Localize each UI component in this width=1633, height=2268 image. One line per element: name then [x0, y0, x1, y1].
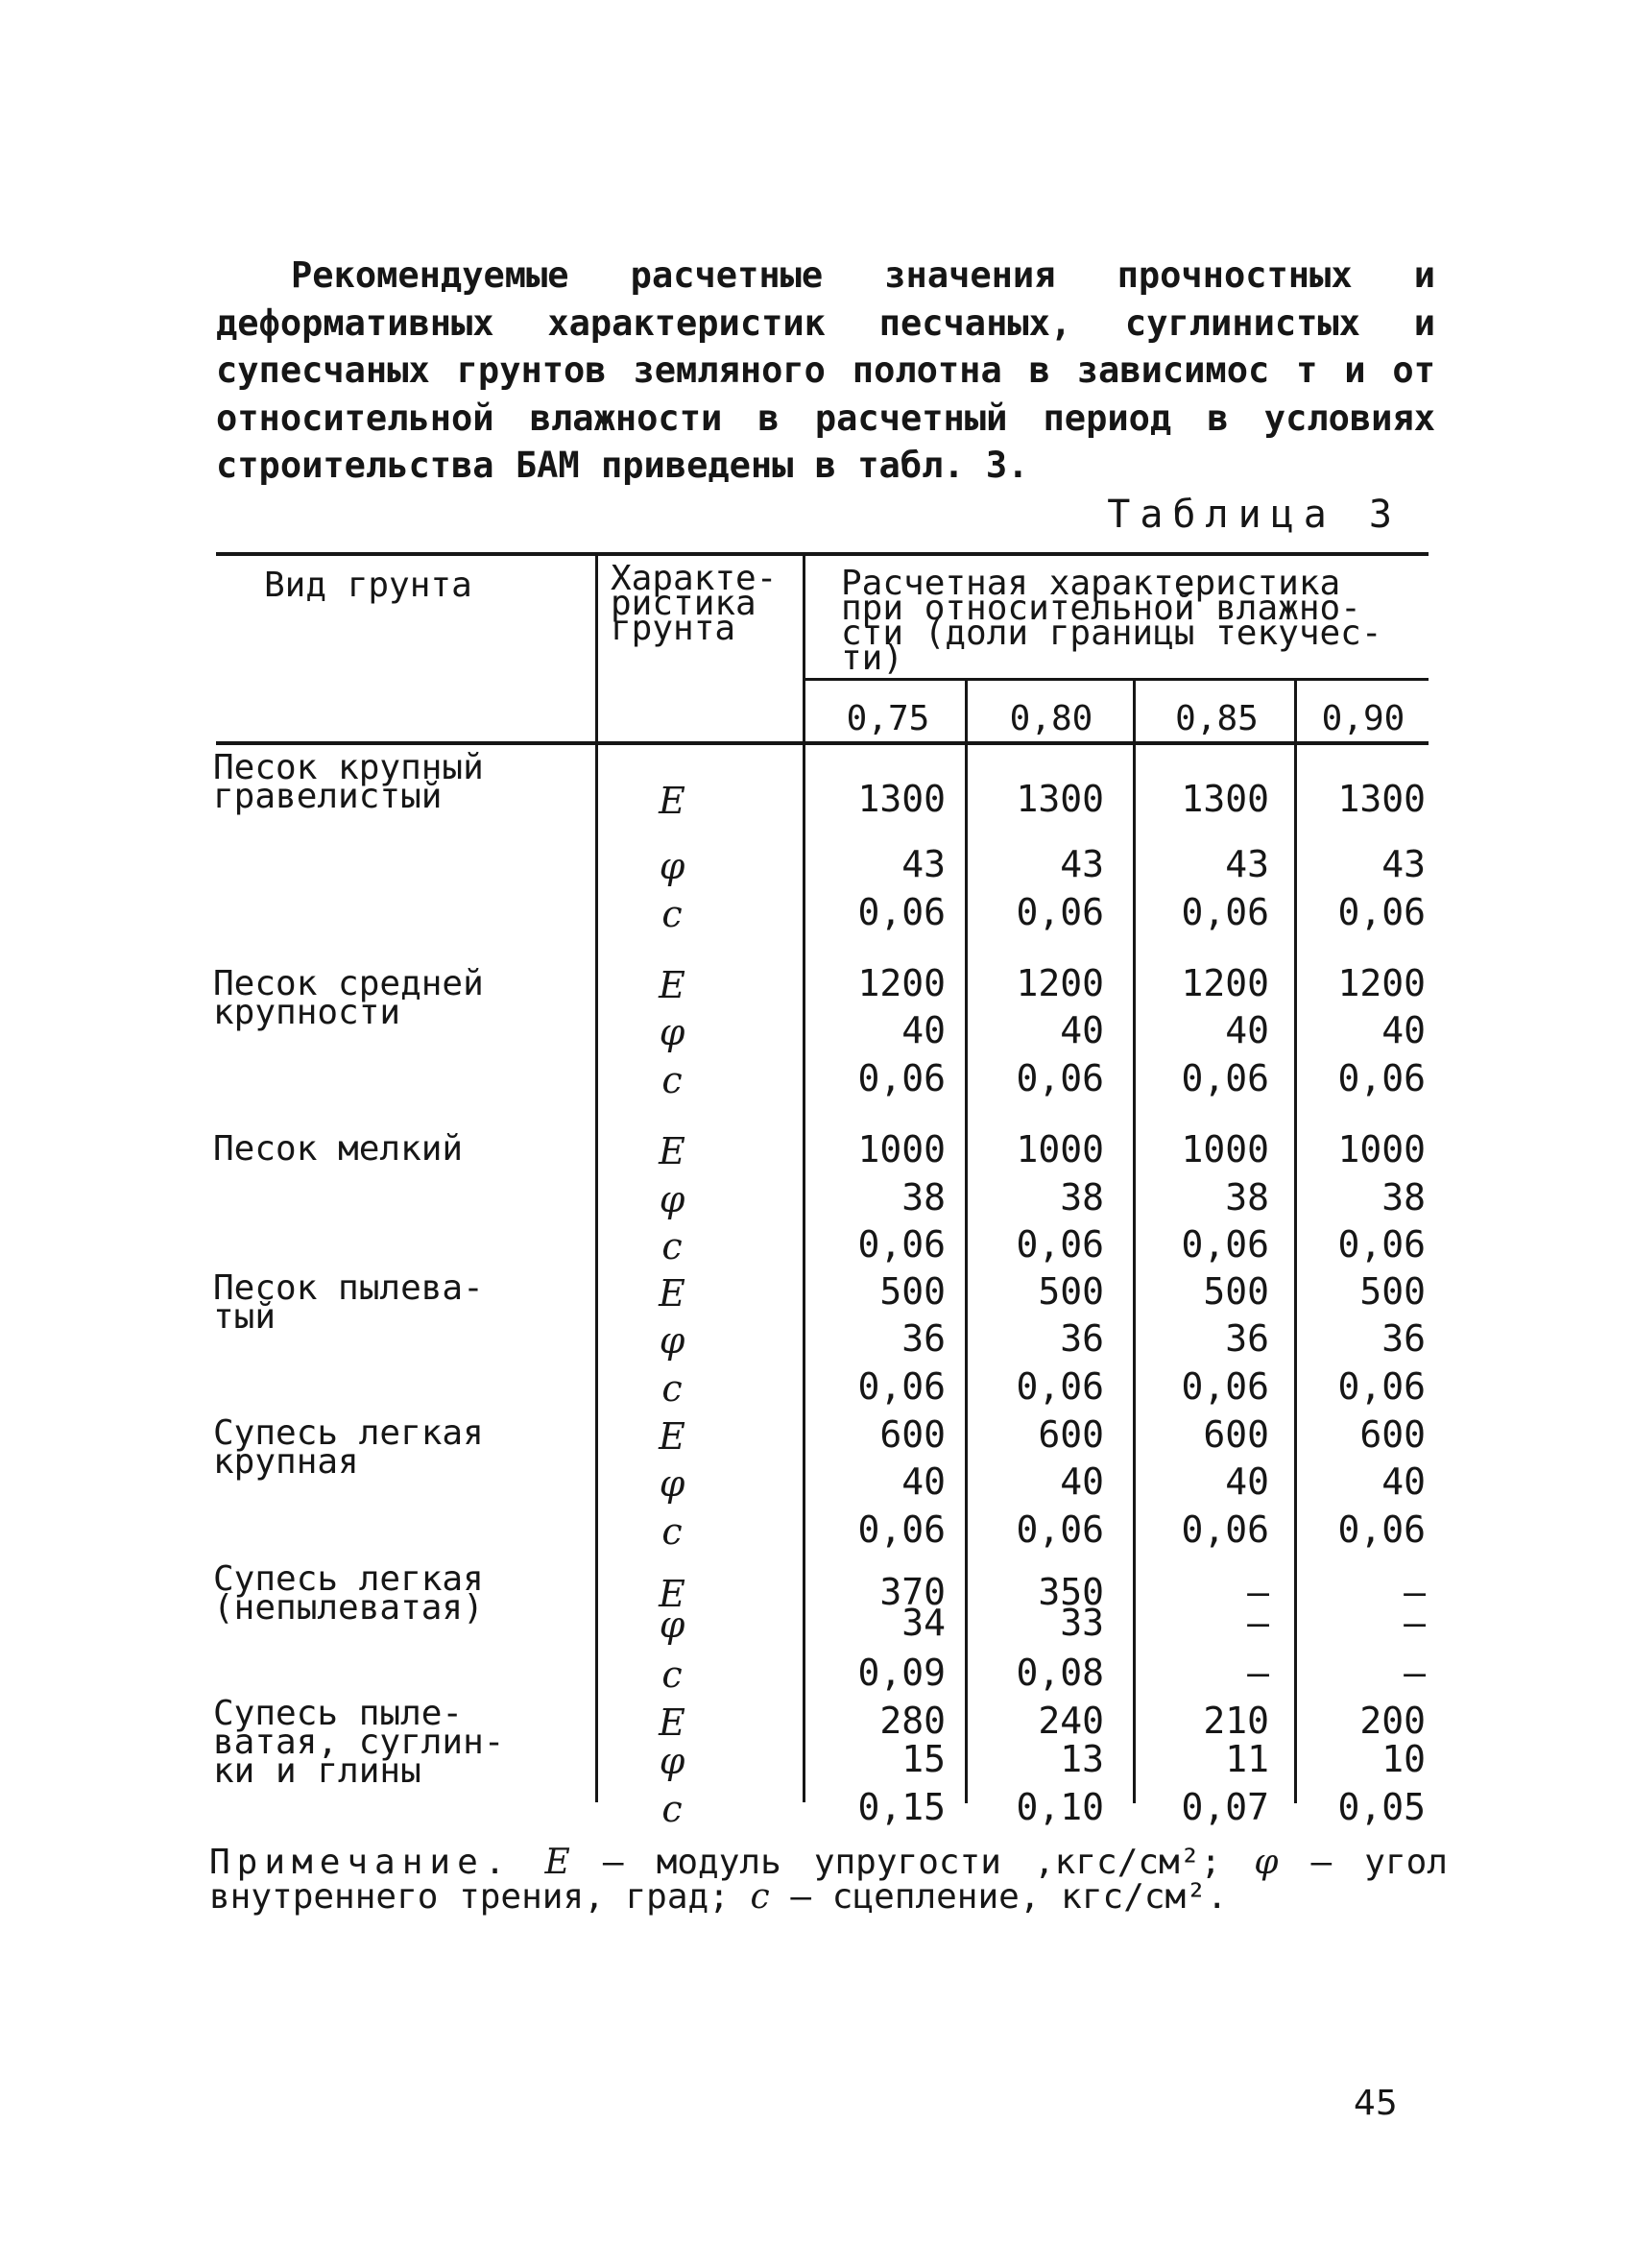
table-note: [209, 1843, 1448, 1917]
table-cell: 34: [901, 1602, 946, 1644]
table-cell: 40: [901, 1009, 946, 1051]
table-cell: 240: [1038, 1700, 1104, 1742]
table-cell: 1200: [1337, 962, 1426, 1004]
table-cell: 43: [1225, 843, 1269, 885]
table-cell: 0,10: [1016, 1786, 1104, 1828]
table-cell: 0,06: [1016, 891, 1104, 933]
table-cell: –: [1247, 1602, 1269, 1644]
soil-type-label: Песок мелкий: [213, 1129, 464, 1169]
table-cell: –: [1404, 1652, 1426, 1694]
col-divider-2: [803, 554, 805, 1802]
note-text-e: – модуль упругости ,кгс/см²;: [602, 1843, 1222, 1882]
table-cell: 0,06: [1016, 1365, 1104, 1408]
soil-type-label: Песок пылева- тый: [213, 1268, 484, 1337]
intro-paragraph: [216, 252, 1435, 490]
soil-type-label: Супесь пыле- ватая, суглин- ки и глины: [213, 1694, 505, 1791]
table-cell: 1200: [1181, 962, 1269, 1004]
table-cell: –: [1404, 1571, 1426, 1613]
table-cell: 0,06: [1181, 1057, 1269, 1099]
characteristic-symbol: c: [661, 1510, 683, 1553]
table-cell: 36: [1381, 1317, 1426, 1360]
table-cell: 0,06: [857, 1057, 946, 1099]
table-cell: 600: [1038, 1413, 1104, 1456]
table-cell: 40: [1225, 1009, 1269, 1051]
table-cell: 15: [901, 1738, 946, 1780]
table-cell: 36: [1060, 1317, 1104, 1360]
table-cell: 1000: [1337, 1128, 1426, 1170]
characteristic-symbol: E: [659, 780, 685, 822]
characteristic-symbol: φ: [659, 1604, 685, 1646]
table-cell: 0,06: [857, 1365, 946, 1408]
table-cell: 500: [1359, 1270, 1426, 1313]
table-cell: 0,08: [1016, 1652, 1104, 1694]
table-cell: 1000: [857, 1128, 946, 1170]
table-top-rule: [216, 552, 1429, 556]
characteristic-symbol: c: [661, 1788, 683, 1830]
col-divider-4: [1133, 680, 1136, 1803]
characteristic-symbol: φ: [659, 1462, 685, 1505]
table-cell: 0,06: [1016, 1223, 1104, 1266]
table-cell: 0,06: [1337, 1508, 1426, 1551]
table-cell: 38: [1381, 1176, 1426, 1218]
table-cell: 0,06: [1181, 1365, 1269, 1408]
moisture-col-2: 0,80: [1009, 699, 1093, 738]
moisture-header-rule: [804, 678, 1429, 681]
table-cell: 40: [1225, 1460, 1269, 1503]
table-cell: 0,06: [1181, 891, 1269, 933]
soil-type-label: Супесь легкая крупная: [213, 1413, 484, 1482]
col-divider-5: [1294, 680, 1297, 1803]
table-cell: 0,06: [857, 891, 946, 933]
table-cell: 0,06: [857, 1508, 946, 1551]
table-cell: 500: [1203, 1270, 1269, 1313]
characteristic-symbol: c: [661, 893, 683, 935]
table-cell: 0,05: [1337, 1786, 1426, 1828]
soil-type-label: Супесь легкая (непылеватая): [213, 1559, 484, 1628]
table-cell: 38: [1060, 1176, 1104, 1218]
table-cell: 600: [1359, 1413, 1426, 1456]
note-symbol-e: E: [544, 1843, 570, 1882]
table-header-bottom-rule: [216, 741, 1429, 745]
table-cell: 1300: [1181, 778, 1269, 820]
table-cell: 40: [1060, 1009, 1104, 1051]
characteristic-symbol: E: [659, 1701, 685, 1744]
characteristic-symbol: E: [659, 1573, 685, 1615]
table-cell: 40: [901, 1460, 946, 1503]
table-cell: 0,06: [1337, 1365, 1426, 1408]
table-cell: 40: [1381, 1009, 1426, 1051]
table-cell: 1000: [1016, 1128, 1104, 1170]
table-cell: 0,06: [1016, 1508, 1104, 1551]
characteristic-symbol: c: [661, 1653, 683, 1696]
table-cell: 33: [1060, 1602, 1104, 1644]
table-cell: 0,06: [1181, 1508, 1269, 1551]
table-cell: 1200: [857, 962, 946, 1004]
characteristic-symbol: E: [659, 1272, 685, 1315]
col-divider-3: [965, 680, 968, 1803]
table-cell: 0,09: [857, 1652, 946, 1694]
characteristic-symbol: φ: [659, 1178, 685, 1220]
table-cell: 600: [1203, 1413, 1269, 1456]
moisture-col-4: 0,90: [1321, 699, 1405, 738]
table-cell: 43: [901, 843, 946, 885]
header-calculated-characteristic: Расчетная характеристика при относительной влажно- сти (доли границы текучес- ти): [841, 564, 1382, 678]
table-cell: 38: [901, 1176, 946, 1218]
table-cell: 1300: [1337, 778, 1426, 820]
table-cell: 13: [1060, 1738, 1104, 1780]
note-text-c: – сцепление, кгс/см².: [790, 1877, 1228, 1917]
header-soil-characteristic: Характе- ристика грунта: [611, 559, 778, 648]
intro-text: Рекомендуемые расчетные значения прочностных и деформативных характеристик песчаных, суглинистых и супесчаных грунтов земляного полотна в зависимос т и от относительной влажности в расчетный период в условиях строительства БАМ приведены в табл. 3.: [216, 254, 1435, 486]
table-cell: 280: [879, 1700, 946, 1742]
table-cell: 0,06: [857, 1223, 946, 1266]
soil-type-label: Песок крупный гравелистый: [213, 748, 484, 816]
characteristic-symbol: c: [661, 1059, 683, 1101]
table-cell: 350: [1038, 1571, 1104, 1613]
table-cell: 1300: [857, 778, 946, 820]
characteristic-symbol: φ: [659, 1011, 685, 1053]
table-cell: 0,07: [1181, 1786, 1269, 1828]
table-cell: –: [1404, 1602, 1426, 1644]
table-cell: 1300: [1016, 778, 1104, 820]
table-cell: 500: [1038, 1270, 1104, 1313]
table-cell: 10: [1381, 1738, 1426, 1780]
header-soil-type: Вид грунта: [264, 566, 472, 605]
table-cell: 36: [901, 1317, 946, 1360]
characteristic-symbol: φ: [659, 1319, 685, 1362]
note-label: Примечание.: [209, 1843, 513, 1882]
characteristic-symbol: c: [661, 1367, 683, 1410]
table-cell: 40: [1381, 1460, 1426, 1503]
table-cell: 0,06: [1337, 1057, 1426, 1099]
page-number: 45: [1354, 2084, 1398, 2123]
soil-type-label: Песок средней крупности: [213, 964, 484, 1032]
table-cell: 0,06: [1337, 1223, 1426, 1266]
note-symbol-c: c: [750, 1877, 770, 1917]
table-cell: 11: [1225, 1738, 1269, 1780]
table-cell: 210: [1203, 1700, 1269, 1742]
note-symbol-phi: φ: [1254, 1843, 1279, 1882]
characteristic-symbol: E: [659, 964, 685, 1006]
table-cell: 0,06: [1016, 1057, 1104, 1099]
characteristic-symbol: φ: [659, 1740, 685, 1782]
col-divider-1: [595, 554, 598, 1802]
table-cell: 200: [1359, 1700, 1426, 1742]
table-cell: 43: [1060, 843, 1104, 885]
table-cell: 370: [879, 1571, 946, 1613]
table-cell: 0,06: [1337, 891, 1426, 933]
table-cell: 0,06: [1181, 1223, 1269, 1266]
moisture-col-3: 0,85: [1175, 699, 1259, 738]
moisture-col-1: 0,75: [846, 699, 930, 738]
table-cell: –: [1247, 1652, 1269, 1694]
table-cell: 36: [1225, 1317, 1269, 1360]
characteristic-symbol: E: [659, 1130, 685, 1172]
characteristic-symbol: E: [659, 1415, 685, 1458]
table-cell: 0,15: [857, 1786, 946, 1828]
table-cell: 600: [879, 1413, 946, 1456]
characteristic-symbol: φ: [659, 845, 685, 887]
table-cell: –: [1247, 1571, 1269, 1613]
note-text-phi: – угол внутреннего трения, град;: [209, 1843, 1448, 1917]
table-cell: 1200: [1016, 962, 1104, 1004]
table-cell: 500: [879, 1270, 946, 1313]
table-cell: 1000: [1181, 1128, 1269, 1170]
characteristic-symbol: c: [661, 1225, 683, 1267]
table-caption: Таблица 3: [1107, 493, 1402, 537]
table-cell: 43: [1381, 843, 1426, 885]
table-cell: 38: [1225, 1176, 1269, 1218]
table-cell: 40: [1060, 1460, 1104, 1503]
